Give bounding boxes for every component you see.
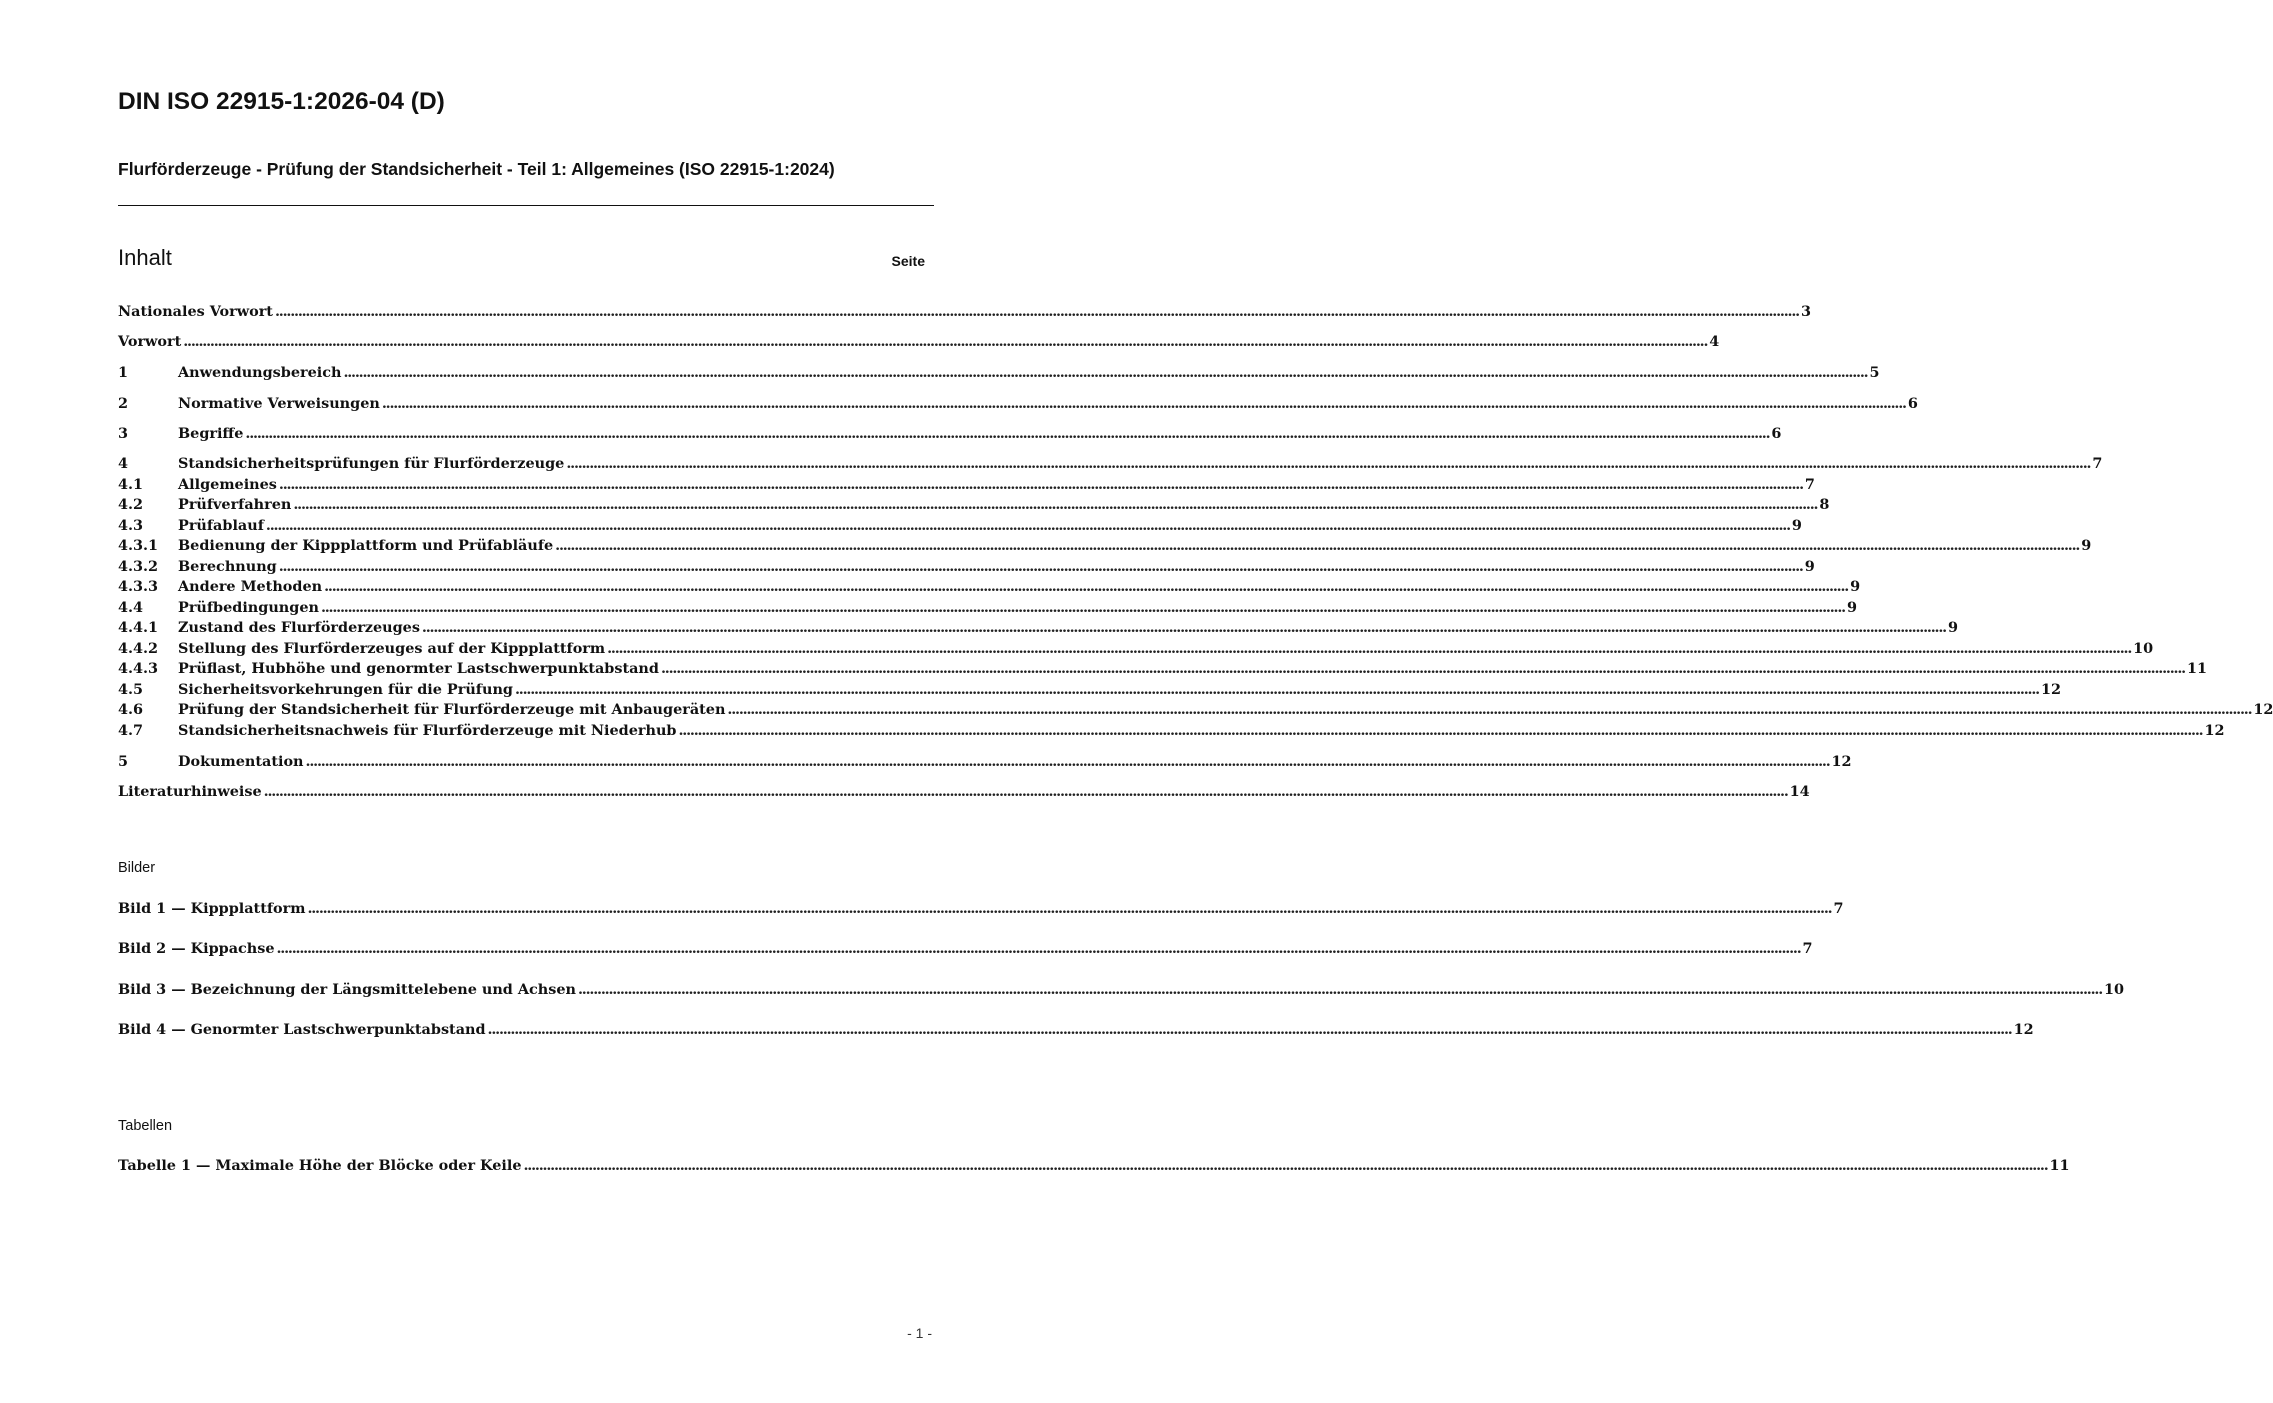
toc-entry[interactable]: [118, 362, 1880, 383]
toc-entry[interactable]: [118, 597, 1857, 618]
toc-entry[interactable]: [118, 720, 2225, 741]
toc-entry[interactable]: [118, 423, 1782, 444]
dot-leader: ................................................................................................................................................................................................................................................................................................................................................................................................................: [421, 619, 1946, 636]
toc-entry-number: 4.1: [118, 476, 144, 493]
toc-entry[interactable]: [118, 576, 1861, 597]
toc-entry-title: Nationales Vorwort: [118, 303, 273, 320]
title-rule: [118, 205, 934, 206]
dot-leader: ................................................................................................................................................................................................................................................................................................................................................................................................................: [555, 537, 2080, 554]
toc-entry-title: Standsicherheitsprüfungen für Flurförderzeuge: [178, 455, 565, 472]
toc-entry-page: 7: [2092, 455, 2103, 472]
toc-entry[interactable]: [118, 556, 1815, 577]
page-number: - 1 -: [907, 1325, 932, 1341]
table-entry-title: Tabelle 1 — Maximale Höhe der Blöcke oder Keile: [118, 1157, 522, 1174]
toc-entry-title: Bedienung der Kippplattform und Prüfabläufe: [178, 537, 554, 554]
page-column-label: Seite: [891, 253, 925, 269]
figure-entry-page: 10: [2104, 981, 2125, 998]
toc-entry-title: Normative Verweisungen: [178, 395, 380, 412]
toc-entry[interactable]: [118, 453, 2103, 474]
toc-entry-page: 5: [1869, 364, 1880, 381]
toc-entry-page: 6: [1771, 425, 1782, 442]
dot-leader: ................................................................................................................................................................................................................................................................................................................................................................................................................: [566, 455, 2091, 472]
toc-entry-title: Stellung des Flurförderzeuges auf der Kippplattform: [178, 640, 606, 657]
dot-leader: ................................................................................................................................................................................................................................................................................................................................................................................................................: [293, 496, 1818, 513]
dot-leader: ................................................................................................................................................................................................................................................................................................................................................................................................................: [307, 900, 1832, 917]
toc-entry[interactable]: [118, 331, 1720, 352]
toc-entry-page: 12: [2204, 722, 2225, 739]
toc-entry-page: 9: [1947, 619, 1958, 636]
toc-entry-number: 4.5: [118, 681, 144, 698]
toc-entry[interactable]: [118, 658, 2207, 679]
dot-leader: ................................................................................................................................................................................................................................................................................................................................................................................................................: [278, 476, 1803, 493]
figure-entry[interactable]: [118, 1019, 2034, 1040]
toc-entry-number: 4.6: [118, 701, 144, 718]
figure-entry[interactable]: [118, 898, 1844, 919]
toc-entry[interactable]: [118, 781, 1810, 802]
toc-entry-number: 4.3: [118, 517, 144, 534]
toc-entry-page: 10: [2133, 640, 2154, 657]
toc-entry-number: 4.2: [118, 496, 144, 513]
dot-leader: ................................................................................................................................................................................................................................................................................................................................................................................................................: [183, 333, 1708, 350]
toc-entry-number: 4.7: [118, 722, 144, 739]
toc-entry[interactable]: [118, 535, 2092, 556]
toc-entry-number: 2: [118, 395, 129, 412]
toc-entry-number: 1: [118, 364, 129, 381]
toc-entry[interactable]: [118, 751, 1852, 772]
dot-leader: ................................................................................................................................................................................................................................................................................................................................................................................................................: [678, 722, 2203, 739]
document-title: DIN ISO 22915-1:2026-04 (D): [118, 88, 445, 115]
toc-entry-title: Anwendungsbereich: [178, 364, 342, 381]
toc-entry-number: 4.4.1: [118, 619, 159, 636]
toc-entry-title: Begriffe: [178, 425, 244, 442]
dot-leader: ................................................................................................................................................................................................................................................................................................................................................................................................................: [727, 701, 2252, 718]
toc-entry-page: 9: [1791, 517, 1802, 534]
toc-entry-number: 4.4: [118, 599, 144, 616]
dot-leader: ................................................................................................................................................................................................................................................................................................................................................................................................................: [263, 783, 1788, 800]
toc-entry[interactable]: [118, 474, 1815, 495]
toc-entry-page: 12: [2253, 701, 2273, 718]
figure-entry-page: 7: [1802, 940, 1813, 957]
toc-entry[interactable]: [118, 679, 2062, 700]
toc-entry-title: Literaturhinweise: [118, 783, 262, 800]
toc-entry[interactable]: [118, 393, 1918, 414]
figures-heading: Bilder: [118, 860, 156, 876]
dot-leader: ................................................................................................................................................................................................................................................................................................................................................................................................................: [305, 753, 1830, 770]
dot-leader: ................................................................................................................................................................................................................................................................................................................................................................................................................: [343, 364, 1868, 381]
toc-entry-page: 9: [1846, 599, 1857, 616]
contents-heading: Inhalt: [118, 245, 172, 270]
table-entry-page: 11: [2049, 1157, 2070, 1174]
figure-entry[interactable]: [118, 979, 2125, 1000]
toc-entry-title: Prüflast, Hubhöhe und genormter Lastschwerpunktabstand: [178, 660, 659, 677]
toc-entry-title: Berechnung: [178, 558, 277, 575]
dot-leader: ................................................................................................................................................................................................................................................................................................................................................................................................................: [324, 578, 1849, 595]
toc-entry-page: 12: [1831, 753, 1852, 770]
toc-entry[interactable]: [118, 617, 1958, 638]
toc-entry-title: Vorwort: [118, 333, 182, 350]
toc-entry-title: Andere Methoden: [178, 578, 323, 595]
toc-entry-title: Sicherheitsvorkehrungen für die Prüfung: [178, 681, 513, 698]
toc-entry[interactable]: [118, 699, 2273, 720]
figure-entry-title: Bild 3 — Bezeichnung der Längsmittelebene und Achsen: [118, 981, 576, 998]
toc-entry-title: Zustand des Flurförderzeuges: [178, 619, 420, 636]
toc-entry-page: 11: [2186, 660, 2207, 677]
toc-entry-number: 4.4.2: [118, 640, 159, 657]
dot-leader: ................................................................................................................................................................................................................................................................................................................................................................................................................: [265, 517, 1790, 534]
figure-entry-page: 12: [2013, 1021, 2034, 1038]
toc-entry[interactable]: [118, 301, 1811, 322]
dot-leader: ................................................................................................................................................................................................................................................................................................................................................................................................................: [523, 1157, 2048, 1174]
toc-entry-number: 4.4.3: [118, 660, 159, 677]
toc-entry-title: Prüfablauf: [178, 517, 264, 534]
toc-entry-page: 3: [1800, 303, 1811, 320]
dot-leader: ................................................................................................................................................................................................................................................................................................................................................................................................................: [514, 681, 2039, 698]
toc-entry-number: 3: [118, 425, 129, 442]
dot-leader: ................................................................................................................................................................................................................................................................................................................................................................................................................: [278, 558, 1803, 575]
figure-entry-title: Bild 2 — Kippachse: [118, 940, 275, 957]
toc-entry[interactable]: [118, 494, 1830, 515]
dot-leader: ................................................................................................................................................................................................................................................................................................................................................................................................................: [245, 425, 1770, 442]
figure-entry[interactable]: [118, 938, 1813, 959]
dot-leader: ................................................................................................................................................................................................................................................................................................................................................................................................................: [660, 660, 2185, 677]
toc-entry-title: Prüfung der Standsicherheit für Flurförderzeuge mit Anbaugeräten: [178, 701, 726, 718]
toc-entry-title: Prüfbedingungen: [178, 599, 319, 616]
toc-entry-page: 9: [1850, 578, 1861, 595]
toc-entry-page: 14: [1789, 783, 1810, 800]
tables-heading: Tabellen: [118, 1118, 173, 1134]
toc-entry-page: 9: [2081, 537, 2092, 554]
toc-entry-number: 4: [118, 455, 129, 472]
toc-entry-number: 4.3.2: [118, 558, 159, 575]
toc-entry-page: 8: [1819, 496, 1830, 513]
toc-entry-number: 5: [118, 753, 129, 770]
toc-entry-number: 4.3.1: [118, 537, 159, 554]
toc-entry-page: 9: [1804, 558, 1815, 575]
toc-entry-title: Prüfverfahren: [178, 496, 292, 513]
toc-entry-number: 4.3.3: [118, 578, 159, 595]
figure-entry-title: Bild 1 — Kippplattform: [118, 900, 306, 917]
dot-leader: ................................................................................................................................................................................................................................................................................................................................................................................................................: [381, 395, 1906, 412]
toc-entry[interactable]: [118, 515, 1802, 536]
dot-leader: ................................................................................................................................................................................................................................................................................................................................................................................................................: [320, 599, 1845, 616]
table-entry[interactable]: [118, 1155, 2070, 1176]
toc-entry-title: Allgemeines: [178, 476, 277, 493]
toc-entry[interactable]: [118, 638, 2154, 659]
toc-entry-title: Dokumentation: [178, 753, 304, 770]
toc-entry-title: Standsicherheitsnachweis für Flurförderzeuge mit Niederhub: [178, 722, 677, 739]
figure-entry-title: Bild 4 — Genormter Lastschwerpunktabstand: [118, 1021, 486, 1038]
dot-leader: ................................................................................................................................................................................................................................................................................................................................................................................................................: [578, 981, 2103, 998]
toc-entry-page: 7: [1804, 476, 1815, 493]
toc-entry-page: 4: [1709, 333, 1720, 350]
dot-leader: ................................................................................................................................................................................................................................................................................................................................................................................................................: [607, 640, 2132, 657]
dot-leader: ................................................................................................................................................................................................................................................................................................................................................................................................................: [276, 940, 1801, 957]
figure-entry-page: 7: [1833, 900, 1844, 917]
toc-entry-page: 12: [2040, 681, 2062, 698]
toc-entry-page: 6: [1907, 395, 1918, 412]
dot-leader: ................................................................................................................................................................................................................................................................................................................................................................................................................: [487, 1021, 2012, 1038]
dot-leader: ................................................................................................................................................................................................................................................................................................................................................................................................................: [274, 303, 1799, 320]
document-subtitle: Flurförderzeuge - Prüfung der Standsicherheit - Teil 1: Allgemeines (ISO 22915-1:2024): [118, 159, 835, 179]
